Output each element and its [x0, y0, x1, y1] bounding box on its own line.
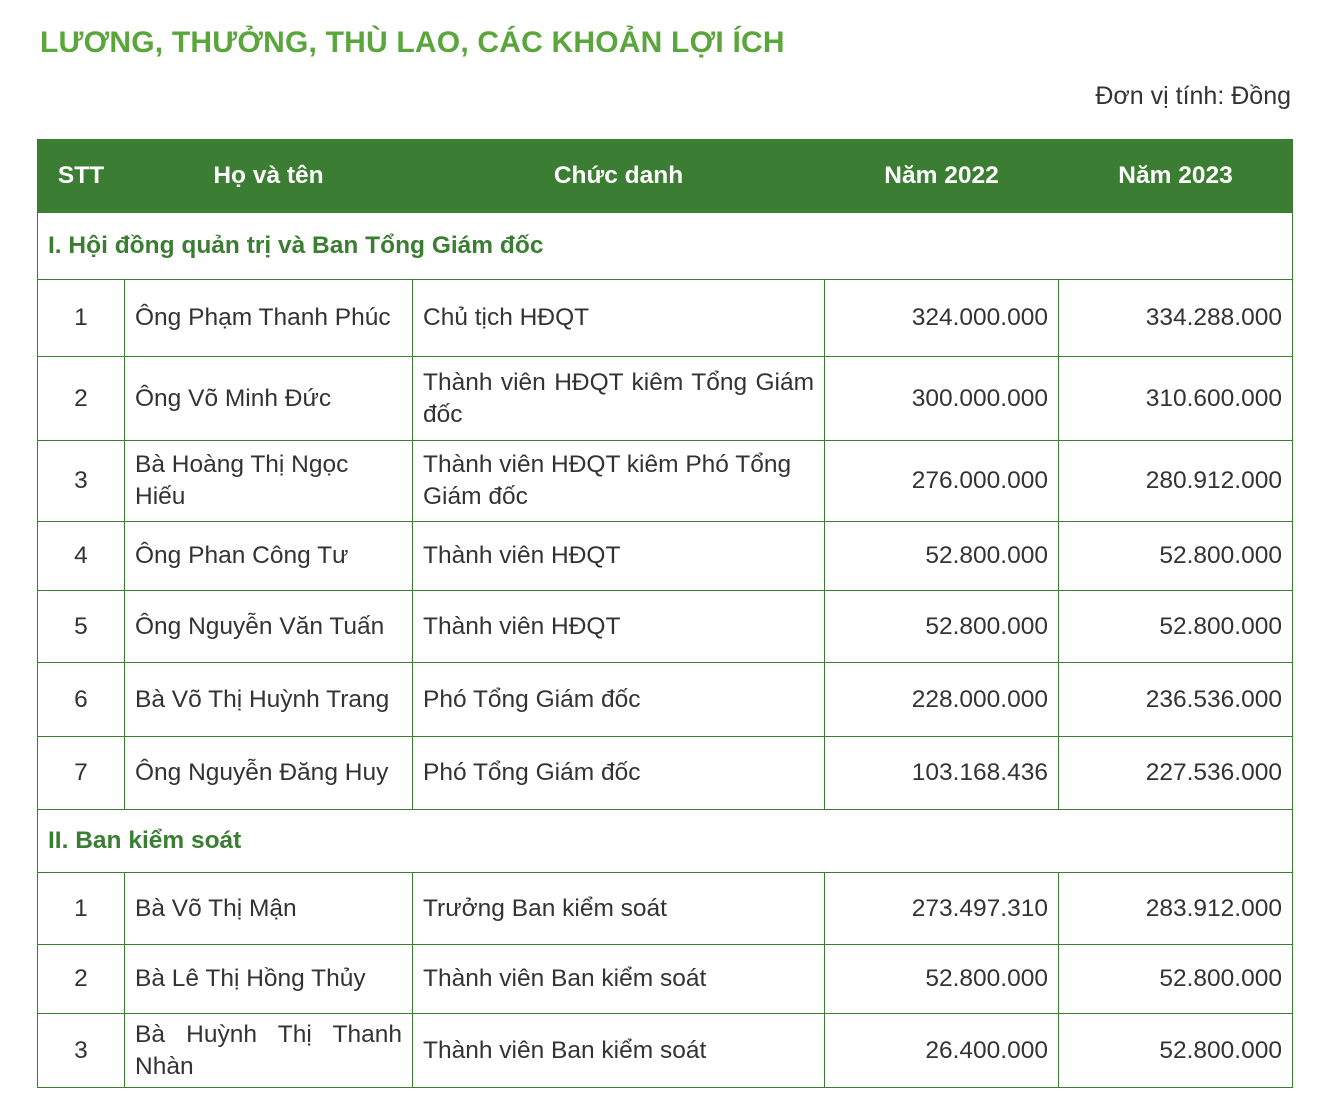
page-title: LƯƠNG, THƯỞNG, THÙ LAO, CÁC KHOẢN LỢI ÍCH	[40, 26, 785, 59]
table-row	[38, 873, 1293, 945]
cell-2022: 103.168.436	[825, 737, 1059, 810]
cell-name: Ông Phan Công Tư	[125, 522, 413, 591]
cell-name: Ông Nguyễn Đăng Huy	[125, 737, 413, 810]
cell-2023: 52.800.000	[1059, 1014, 1293, 1088]
table-row	[38, 591, 1293, 663]
cell-name: Bà Lê Thị Hồng Thủy	[125, 945, 413, 1014]
unit-label: Đơn vị tính: Đồng	[1095, 82, 1291, 110]
cell-stt: 2	[38, 945, 125, 1014]
table-header-row	[38, 140, 1293, 213]
cell-stt: 2	[38, 357, 125, 441]
cell-2023: 52.800.000	[1059, 591, 1293, 663]
cell-name: Ông Phạm Thanh Phúc	[125, 280, 413, 357]
cell-position: Thành viên HĐQT kiêm Tổng Giám đốc	[413, 357, 825, 441]
cell-2023: 334.288.000	[1059, 280, 1293, 357]
cell-name: Bà Võ Thị Huỳnh Trang	[125, 663, 413, 737]
cell-2022: 52.800.000	[825, 591, 1059, 663]
cell-stt: 5	[38, 591, 125, 663]
cell-position: Thành viên Ban kiểm soát	[413, 945, 825, 1014]
cell-2023: 52.800.000	[1059, 522, 1293, 591]
cell-name: Ông Võ Minh Đức	[125, 357, 413, 441]
header-year-2022: Năm 2022	[825, 140, 1059, 213]
header-position: Chức danh	[413, 140, 825, 213]
compensation-table	[37, 139, 1293, 1088]
cell-name: Bà Huỳnh Thị Thanh Nhàn	[125, 1014, 413, 1088]
cell-2022: 300.000.000	[825, 357, 1059, 441]
cell-name: Bà Hoàng Thị Ngọc Hiếu	[125, 441, 413, 522]
cell-stt: 6	[38, 663, 125, 737]
cell-stt: 1	[38, 280, 125, 357]
cell-2022: 324.000.000	[825, 280, 1059, 357]
cell-position: Thành viên HĐQT kiêm Phó Tổng Giám đốc	[413, 441, 825, 522]
cell-2023: 52.800.000	[1059, 945, 1293, 1014]
cell-name: Bà Võ Thị Mận	[125, 873, 413, 945]
cell-2022: 276.000.000	[825, 441, 1059, 522]
cell-stt: 3	[38, 441, 125, 522]
section-row	[38, 810, 1293, 873]
header-stt: STT	[38, 140, 125, 213]
cell-position: Trưởng Ban kiểm soát	[413, 873, 825, 945]
cell-stt: 3	[38, 1014, 125, 1088]
table-row	[38, 280, 1293, 357]
table-row	[38, 737, 1293, 810]
cell-position: Phó Tổng Giám đốc	[413, 737, 825, 810]
header-name: Họ và tên	[125, 140, 413, 213]
table-row	[38, 357, 1293, 441]
cell-stt: 7	[38, 737, 125, 810]
cell-position: Phó Tổng Giám đốc	[413, 663, 825, 737]
table-row	[38, 945, 1293, 1014]
section-row	[38, 213, 1293, 280]
table-row	[38, 522, 1293, 591]
cell-position: Thành viên HĐQT	[413, 522, 825, 591]
cell-position: Thành viên HĐQT	[413, 591, 825, 663]
cell-2022: 52.800.000	[825, 522, 1059, 591]
table-row	[38, 663, 1293, 737]
section-label: II. Ban kiểm soát	[38, 810, 1293, 873]
section-label: I. Hội đồng quản trị và Ban Tổng Giám đốc	[38, 213, 1293, 280]
cell-name: Ông Nguyễn Văn Tuấn	[125, 591, 413, 663]
cell-position: Thành viên Ban kiểm soát	[413, 1014, 825, 1088]
cell-2023: 236.536.000	[1059, 663, 1293, 737]
cell-stt: 4	[38, 522, 125, 591]
cell-stt: 1	[38, 873, 125, 945]
cell-2023: 283.912.000	[1059, 873, 1293, 945]
header-year-2023: Năm 2023	[1059, 140, 1293, 213]
cell-2022: 228.000.000	[825, 663, 1059, 737]
cell-2023: 227.536.000	[1059, 737, 1293, 810]
table-row	[38, 441, 1293, 522]
cell-position: Chủ tịch HĐQT	[413, 280, 825, 357]
cell-2022: 52.800.000	[825, 945, 1059, 1014]
cell-2022: 26.400.000	[825, 1014, 1059, 1088]
table-row	[38, 1014, 1293, 1088]
cell-2023: 280.912.000	[1059, 441, 1293, 522]
cell-2023: 310.600.000	[1059, 357, 1293, 441]
cell-2022: 273.497.310	[825, 873, 1059, 945]
